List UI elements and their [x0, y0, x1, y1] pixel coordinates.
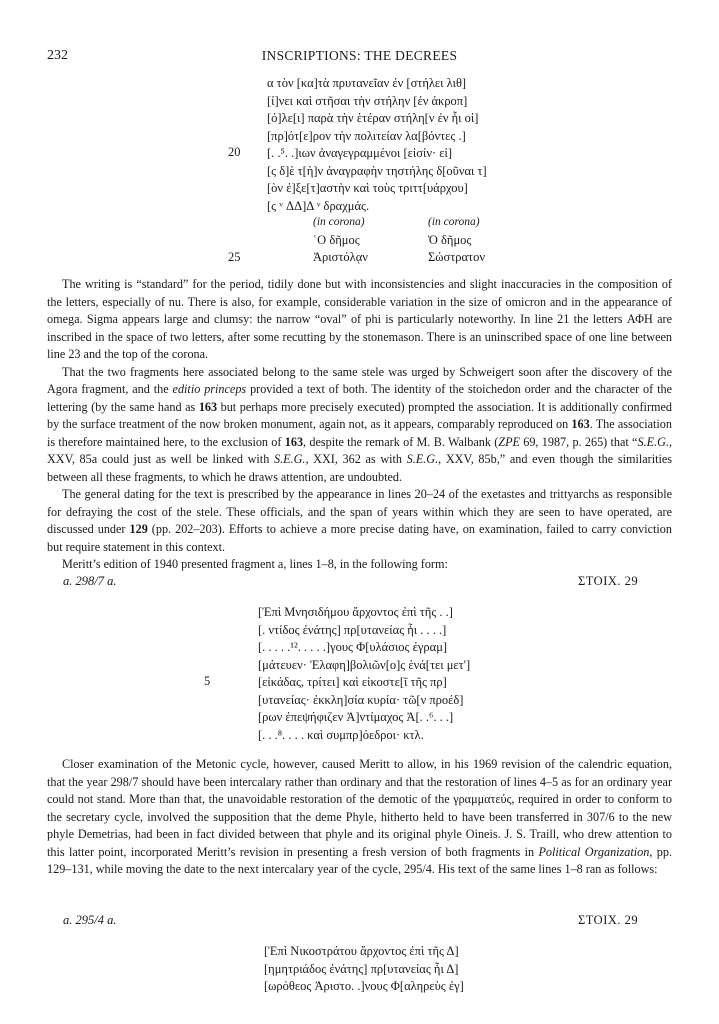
commentary	[47, 276, 672, 574]
paragraph: Closer examination of the Metonic cycle, however, caused Meritt to allow, in his 1969 revision of the calendric equation, that the year 298/7 should have been intercalary rather than ordinary and that the restoration of lines 4–5 as for an ordinary year could not stand. More than that, the unavoidable restoration of the demotic of the γραμματεύς, required in order to conform to the secretary cycle, involved the supposition that the deme Phyle, hitherto held to have been transferred in 307/6 to the new phyle Demetrias, had been in fact divided between that phyle and its original phyle Oineis. J. S. Traill, who drew attention to this latter point, incorporated Meritt’s revision in presenting a fresh version of both fragments in Political Organization, pp. 129–131, while moving the date to the next intercalary year of the cycle, 295/4. His text of the same lines 1–8 ran as follows:	[47, 757, 672, 876]
paragraph: The writing is “standard” for the period, tidily done but with inconsistencies and slight inaccuracies in the composition of the letters, especially of nu. There is also, for example, considerable variation in the size of omicron and in the appearance of omega. Sigma appears large and clumsy: the narrow “oval” of phi is particularly noteworthy. In line 21 the letters ΑΦΗ are inscribed in the space of two letters, after some recutting by the stonemason. There is an uninscribed space of one line between line 23 and the top of the corona.	[47, 277, 672, 361]
fragment-lines	[258, 604, 470, 744]
paragraph: Meritt’s edition of 1940 presented fragment a, lines 1–8, in the following form:	[62, 557, 448, 571]
fragment-line: [. ντίδος ἐνάτης] πρ[υτανείας ἧι . . . .]	[258, 622, 447, 637]
corona-label-left: (in corona)	[313, 216, 365, 228]
fragment-date-label: a. 295/4 a.	[63, 913, 117, 927]
fragment-line: [. . . . .¹². . . . .]γους Φ[υλάσιος ἐγραμ]	[258, 640, 448, 654]
commentary-continued	[47, 756, 672, 879]
inscription-line: [ς δ]ὲ τ[ὴ]ν ἀναγραφὴν τηστήλης δ[οῦναι τ]	[267, 163, 487, 178]
running-header: INSCRIPTIONS: THE DECREES	[261, 48, 458, 63]
stoichedon-label: ΣΤΟΙΧ. 29	[578, 913, 639, 927]
fragment-line: [μάτευεν· Ἐλαφη]βολιῶν[ο]ς ἑνά[τει μετ']	[258, 657, 471, 672]
fragment-lines	[264, 943, 464, 996]
fragment-line: [. . .⁸. . . . καὶ συμπρ]όεδροι· κτλ.	[258, 727, 424, 742]
paragraph: The general dating for the text is prescribed by the appearance in lines 20–24 of the exetastes and trittyarchs as responsible for defraying the cost of the stele. These officials, and the span of years within which they are seen to have operated, are discussed under 129 (pp. 202–203). Efforts to achieve a more precise dating have, on examination, failed to carry conviction but require statement in this context.	[47, 487, 672, 554]
line-number: 20	[228, 145, 241, 159]
stoichedon-label: ΣΤΟΙΧ. 29	[578, 574, 639, 588]
fragment-line: [υτανείας· ἐκκλη]σία κυρία· τῶ[ν προέδ]	[258, 692, 464, 707]
corona-right-line1: Ὁ δῆμος	[428, 233, 472, 247]
fragment-line: [Ἐπὶ Μνησιδήμου ἄρχοντος ἐπὶ τῆς . .]	[258, 605, 453, 619]
paragraph: That the two fragments here associated belong to the same stele was urged by Schweigert soon after the discovery of the Agora fragment, and the editio princeps provided a text of both. The identity of the stoichedon order and the character of the lettering (by the same hand as 163 but perhaps more precisely executed) prompted the association. It is additionally confirmed by the surface treatment of the now broken monument, again not, as it appears, comparably reproduced on 163. The association is therefore maintained here, to the exclusion of 163, despite the remark of M. B. Walbank (ZPE 69, 1987, p. 265) that “S.E.G., XXV, 85a could just as well be linked with S.E.G., XXI, 362 as with S.E.G., XXV, 85b,” and even though the similarities between all these fragments, to which he draws attention, are undoubted.	[47, 364, 673, 484]
fragment-line: [Ἐπὶ Νικοστράτου ἄρχοντος ἐπὶ τῆς Δ]	[264, 944, 459, 958]
fragment-date-label: a. 298/7 a.	[63, 574, 117, 588]
corona-left-line2: Ἀριστόλᾳν	[313, 250, 368, 264]
inscription-lines	[267, 75, 487, 215]
corona-label-right: (in corona)	[428, 216, 480, 228]
inscription-line: [ς ᵛ ΔΔ]Δ ᵛ δραχμάς.	[267, 198, 370, 213]
inscription-line: α τὸν [κα]τὰ πρυτανεῖαν ἐν [στήλει λιθ]	[267, 76, 467, 90]
fragment-line: [ωρόθεος Ἀριστο. .]νους Φ[αληρεὺς ἐγ]	[264, 979, 464, 993]
corona-left-line1: ʿΟ δῆμος	[313, 233, 360, 247]
fragment-line: [εἰκάδας, τρίτει] καὶ εἰκοστε[ῖ τῆς πρ]	[258, 675, 447, 689]
inscription-line: [ὸν ἐ]ξε[τ]αστὴν καὶ τοὺς τριττ[υάρχου]	[267, 181, 468, 195]
corona-right-line2: Σώστρατον	[428, 250, 485, 264]
inscription-line: [πρ]ότ[ε]ρον τὴν πολιτείαν λα[βόντες .]	[267, 128, 466, 143]
fragment-line: [ημητριάδος ἐνάτης] πρ[υτανείας ἧι Δ]	[264, 961, 459, 976]
inscription-line: [. .⁵. .]ιων ἀναγεγραμμένοι [εἰσίν· εἰ]	[267, 146, 453, 160]
inscription-line: [ί]νει καὶ στῆσαι τὴν στήλην [ἐν ἀκροπ]	[267, 93, 468, 108]
inscription-line: [ό]λε[ι] παρὰ τὴν ἑτέραν στήλη[ν ἐν ἧι οἱ]	[267, 111, 479, 125]
line-number: 5	[204, 674, 211, 688]
fragment-line: [ρων ἐπεψήφιζεν Ἀ]ντίμαχος Ἀ[. .⁶. . .]	[258, 710, 454, 724]
page-number: 232	[47, 48, 68, 63]
line-number: 25	[228, 250, 241, 264]
